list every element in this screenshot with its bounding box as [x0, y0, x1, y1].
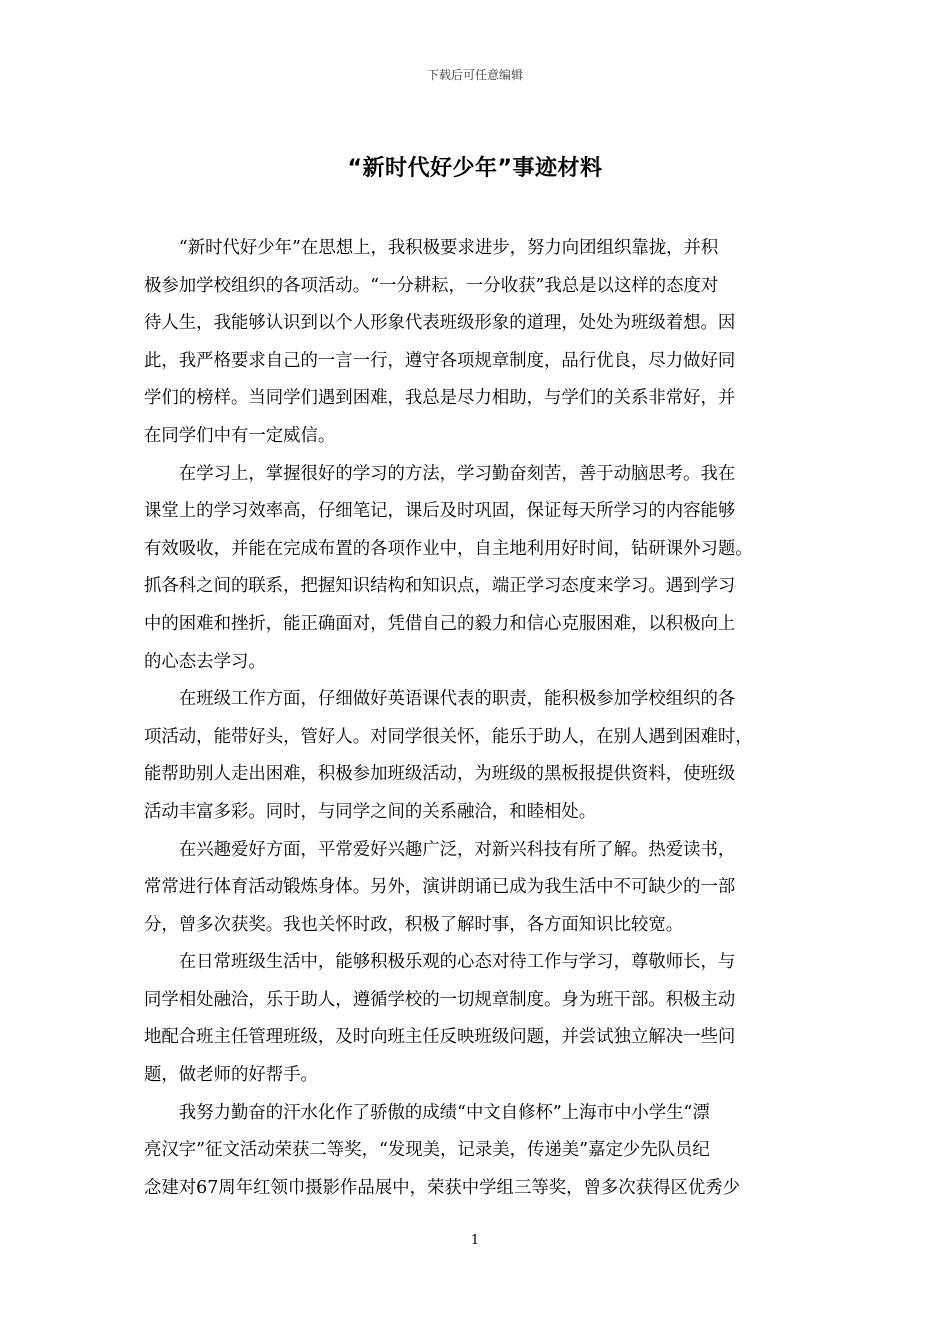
paragraph-line: 在日常班级生活中，能够积极乐观的心态对待工作与学习，尊敬师长，与 [178, 952, 736, 973]
paragraph-line: 能帮助别人走出困难，积极参加班级活动，为班级的黑板报提供资料，使班级 [144, 764, 736, 785]
paragraph-line: “新时代好少年”在思想上，我积极要求进步，努力向团组织靠拢，并积 [178, 238, 719, 258]
header-note: 下载后可任意编辑 [426, 68, 523, 82]
paragraph-line: 在学习上，掌握很好的学习的方法，学习勤奋刻苦，善于动脑思考。我在 [178, 463, 736, 484]
paragraph-line: 课堂上的学习效率高，仔细笔记，课后及时巩固，保证每天所学习的内容能够 [144, 501, 736, 522]
paragraph-line: 地配合班主任管理班级，及时向班主任反映班级问题，并尝试独立解决一些问 [144, 1027, 736, 1048]
paragraph-line: 有效吸收，并能在完成布置的各项作业中，自主地利用好时间，钻研课外习题。 [144, 538, 753, 559]
paragraph-line: 极参加学校组织的各项活动。“一分耕耘，一分收获”我总是以这样的态度对 [144, 275, 719, 296]
document-title: “新时代好少年”事迹材料 [347, 156, 603, 181]
paragraph-line: 同学相处融洽，乐于助人，遵循学校的一切规章制度。身为班干部。积极主动 [144, 989, 736, 1010]
paragraph-line: 此，我严格要求自己的一言一行，遵守各项规章制度，品行优良，尽力做好同 [144, 350, 736, 371]
paragraph-line: 在兴趣爱好方面，平常爱好兴趣广泛，对新兴科技有所了解。热爱读书， [178, 839, 736, 860]
paragraph-line: 学们的榜样。当同学们遇到困难，我总是尽力相助，与学们的关系非常好，并 [144, 388, 736, 409]
paragraph-line: 亮汉字”征文活动荣获二等奖，“发现美，记录美，传递美”嘉定少先队员纪 [144, 1140, 710, 1161]
paragraph-6 [144, 1095, 806, 1208]
paragraph-line: 在同学们中有一定威信。 [144, 425, 336, 446]
document-body [144, 230, 806, 1207]
paragraph-line: 常常进行体育活动锻炼身体。另外，演讲朗诵已成为我生活中不可缺少的一部 [144, 877, 736, 898]
paragraph-1 [144, 230, 806, 456]
page-number: 1 [470, 1233, 480, 1248]
paragraph-line: 在班级工作方面，仔细做好英语课代表的职责，能积极参加学校组织的各 [178, 689, 736, 710]
paragraph-line: 项活动，能带好头，管好人。对同学很关怀，能乐于助人，在别人遇到困难时， [144, 726, 753, 747]
paragraph-4 [144, 832, 806, 945]
paragraph-line: 中的困难和挫折，能正确面对，凭借自己的毅力和信心克服困难，以积极向上 [144, 613, 736, 634]
paragraph-2 [144, 456, 806, 682]
paragraph-line: 题，做老师的好帮手。 [144, 1065, 318, 1086]
paragraph-line: 的心态去学习。 [144, 651, 266, 672]
paragraph-5 [144, 944, 806, 1094]
paragraph-3 [144, 681, 806, 831]
paragraph-line: 活动丰富多彩。同时，与同学之间的关系融洽，和睦相处。 [144, 801, 597, 822]
paragraph-line: 念建对67周年红领巾摄影作品展中，荣获中学组三等奖，曾多次获得区优秀少 [144, 1177, 741, 1198]
paragraph-line: 待人生，我能够认识到以个人形象代表班级形象的道理，处处为班级着想。因 [144, 313, 736, 334]
paragraph-line: 分，曾多次获奖。我也关怀时政，积极了解时事，各方面知识比较宽。 [144, 914, 684, 935]
paragraph-line: 我努力勤奋的汗水化作了骄傲的成绩“中文自修杯”上海市中小学生“漂 [178, 1102, 710, 1123]
paragraph-line: 抓各科之间的联系，把握知识结构和知识点，端正学习态度来学习。遇到学习 [144, 576, 736, 597]
